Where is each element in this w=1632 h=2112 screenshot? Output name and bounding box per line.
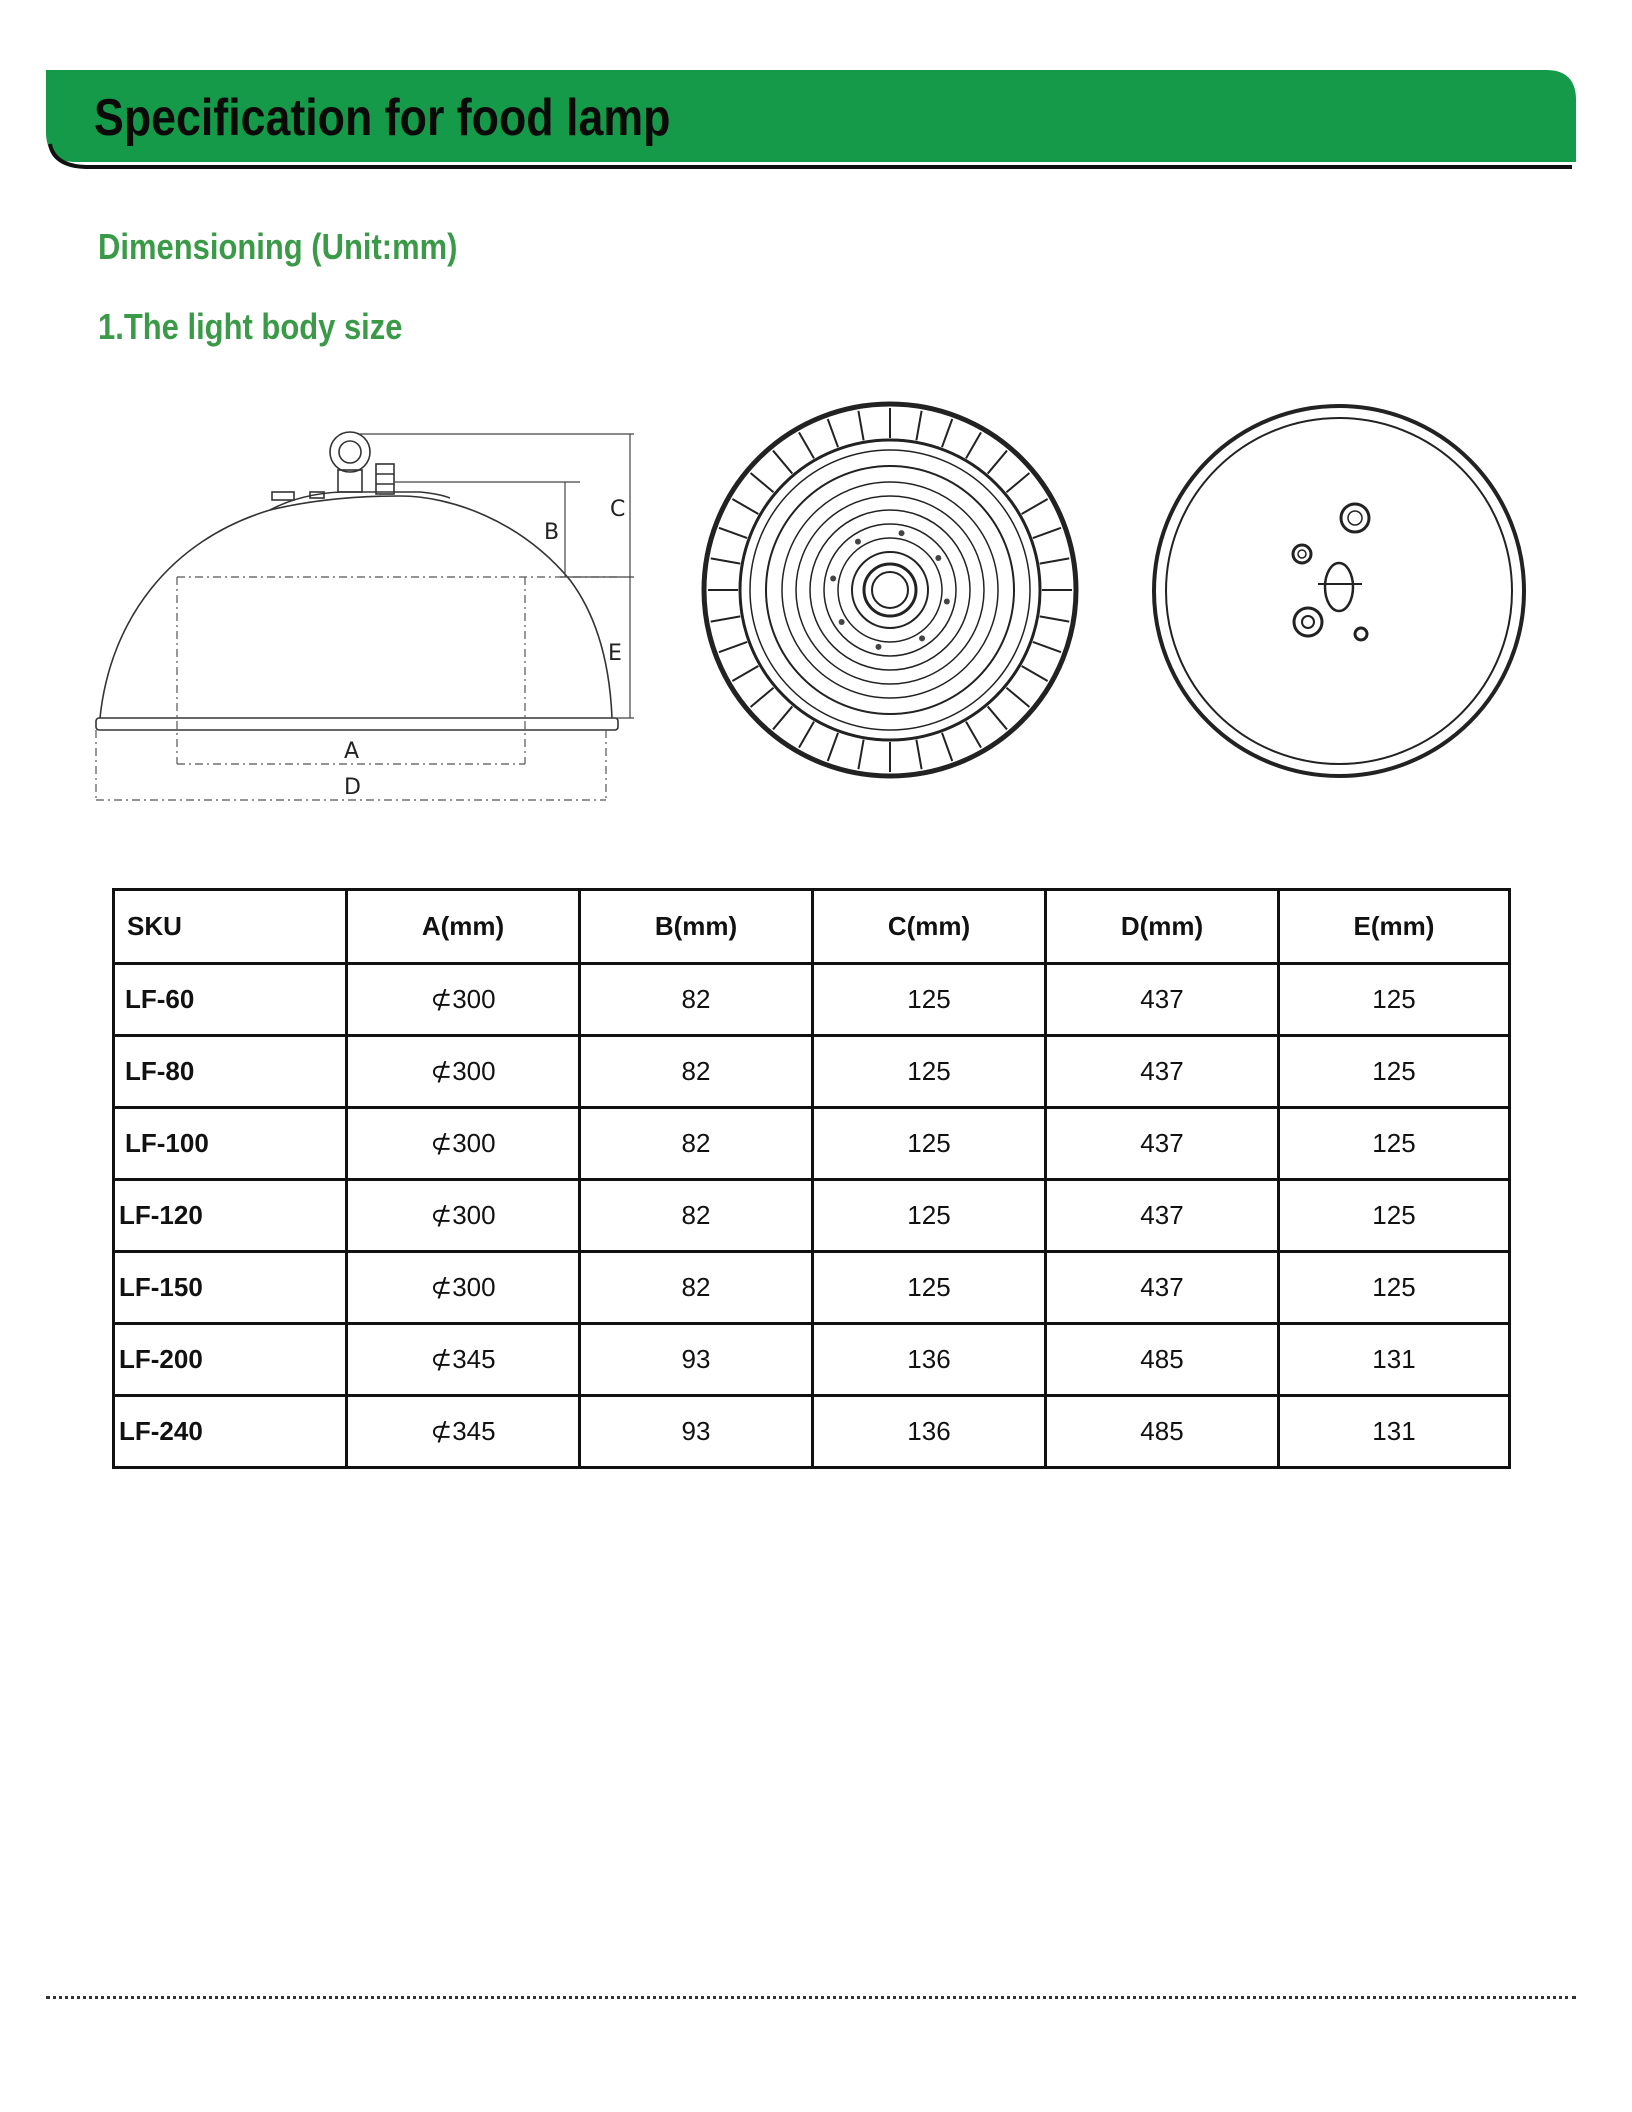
dim-label-a: A (344, 739, 360, 764)
cell-e: 125 (1279, 1180, 1510, 1252)
cell-a: ⊄345 (347, 1396, 580, 1468)
section-title-body-size: 1.The light body size (98, 306, 403, 347)
heatsink-fin (1033, 642, 1061, 652)
heatsink-fin (799, 722, 814, 748)
heatsink-fin (1040, 616, 1070, 621)
cell-c: 125 (813, 1108, 1046, 1180)
header-e: E(mm) (1279, 890, 1510, 964)
mounting-hole (830, 575, 836, 581)
dim-label-b: B (544, 520, 560, 545)
cell-a: ⊄300 (347, 1252, 580, 1324)
header-c: C(mm) (813, 890, 1046, 964)
heatsink-fin (1006, 473, 1029, 492)
cell-a: ⊄300 (347, 964, 580, 1036)
cell-a: ⊄300 (347, 1108, 580, 1180)
heatsink-fin (711, 616, 741, 621)
cell-b: 82 (580, 1108, 813, 1180)
cell-sku: LF-100 (114, 1108, 347, 1180)
cell-b: 82 (580, 964, 813, 1036)
page-header (46, 70, 1576, 162)
table-row (114, 1108, 1510, 1180)
dim-label-c: C (610, 497, 626, 522)
dim-label-d: D (344, 775, 361, 800)
cell-c: 125 (813, 1252, 1046, 1324)
cell-sku: LF-200 (114, 1324, 347, 1396)
spec-table (112, 888, 1511, 1469)
cell-sku: LF-80 (114, 1036, 347, 1108)
top-view-drawing (1150, 402, 1528, 780)
cell-d: 437 (1046, 964, 1279, 1036)
footer-dotted-divider (46, 1996, 1576, 1999)
mounting-hole (875, 644, 881, 650)
heatsink-fin (1022, 666, 1048, 681)
heatsink-fin (751, 688, 774, 707)
cell-b: 82 (580, 1180, 813, 1252)
table-header-row (114, 890, 1510, 964)
cell-a: ⊄300 (347, 1036, 580, 1108)
heatsink-fin (1040, 558, 1070, 563)
table-row (114, 1324, 1510, 1396)
cell-d: 437 (1046, 1252, 1279, 1324)
table-row (114, 1180, 1510, 1252)
side-view-drawing (90, 420, 650, 810)
header-b: B(mm) (580, 890, 813, 964)
cell-a: ⊄345 (347, 1324, 580, 1396)
cell-e: 131 (1279, 1396, 1510, 1468)
table-row (114, 1396, 1510, 1468)
cell-e: 125 (1279, 1108, 1510, 1180)
heatsink-fin (1006, 688, 1029, 707)
bottom-view-drawing (700, 400, 1080, 780)
table-row (114, 1252, 1510, 1324)
cell-c: 125 (813, 1180, 1046, 1252)
heatsink-fin (858, 411, 863, 441)
mounting-hole (899, 530, 905, 536)
heatsink-fin (732, 666, 758, 681)
heatsink-fin (988, 451, 1007, 474)
heatsink-fin (773, 706, 792, 729)
cell-e: 131 (1279, 1324, 1510, 1396)
cell-d: 485 (1046, 1324, 1279, 1396)
cell-b: 82 (580, 1036, 813, 1108)
cell-e: 125 (1279, 1036, 1510, 1108)
heatsink-fin (858, 740, 863, 770)
mounting-hole (839, 619, 845, 625)
header-a: A(mm) (347, 890, 580, 964)
table-row (114, 1036, 1510, 1108)
cell-sku: LF-150 (114, 1252, 347, 1324)
page-title: Specification for food lamp (94, 89, 671, 147)
cell-c: 136 (813, 1324, 1046, 1396)
heatsink-fin (916, 411, 921, 441)
heatsink-fin (1033, 528, 1061, 538)
cell-sku: LF-240 (114, 1396, 347, 1468)
cell-b: 93 (580, 1324, 813, 1396)
heatsink-fin (799, 432, 814, 458)
cell-b: 82 (580, 1252, 813, 1324)
cell-d: 437 (1046, 1036, 1279, 1108)
heatsink-fin (966, 722, 981, 748)
cell-c: 125 (813, 964, 1046, 1036)
cell-e: 125 (1279, 1252, 1510, 1324)
table-row (114, 964, 1510, 1036)
heatsink-fin (966, 432, 981, 458)
mounting-hole (919, 635, 925, 641)
mounting-hole (935, 555, 941, 561)
heatsink-fin (732, 499, 758, 514)
header-d: D(mm) (1046, 890, 1279, 964)
heatsink-fin (988, 706, 1007, 729)
heatsink-fin (751, 473, 774, 492)
heatsink-fin (916, 740, 921, 770)
heatsink-fin (942, 733, 952, 761)
cell-c: 125 (813, 1036, 1046, 1108)
heatsink-fin (1022, 499, 1048, 514)
heatsink-fin (711, 558, 741, 563)
mounting-hole (944, 599, 950, 605)
heatsink-fin (773, 451, 792, 474)
heatsink-fin (719, 528, 747, 538)
cell-d: 437 (1046, 1180, 1279, 1252)
cell-d: 485 (1046, 1396, 1279, 1468)
cell-a: ⊄300 (347, 1180, 580, 1252)
cell-b: 93 (580, 1396, 813, 1468)
section-title-dimensioning: Dimensioning (Unit:mm) (98, 226, 458, 267)
header-sku: SKU (114, 890, 347, 964)
mounting-hole (855, 539, 861, 545)
heatsink-fin (942, 419, 952, 447)
cell-sku: LF-120 (114, 1180, 347, 1252)
cell-d: 437 (1046, 1108, 1279, 1180)
dim-label-e: E (608, 641, 622, 666)
heatsink-fin (828, 419, 838, 447)
cell-c: 136 (813, 1396, 1046, 1468)
cell-sku: LF-60 (114, 964, 347, 1036)
cell-e: 125 (1279, 964, 1510, 1036)
heatsink-fin (828, 733, 838, 761)
heatsink-fin (719, 642, 747, 652)
